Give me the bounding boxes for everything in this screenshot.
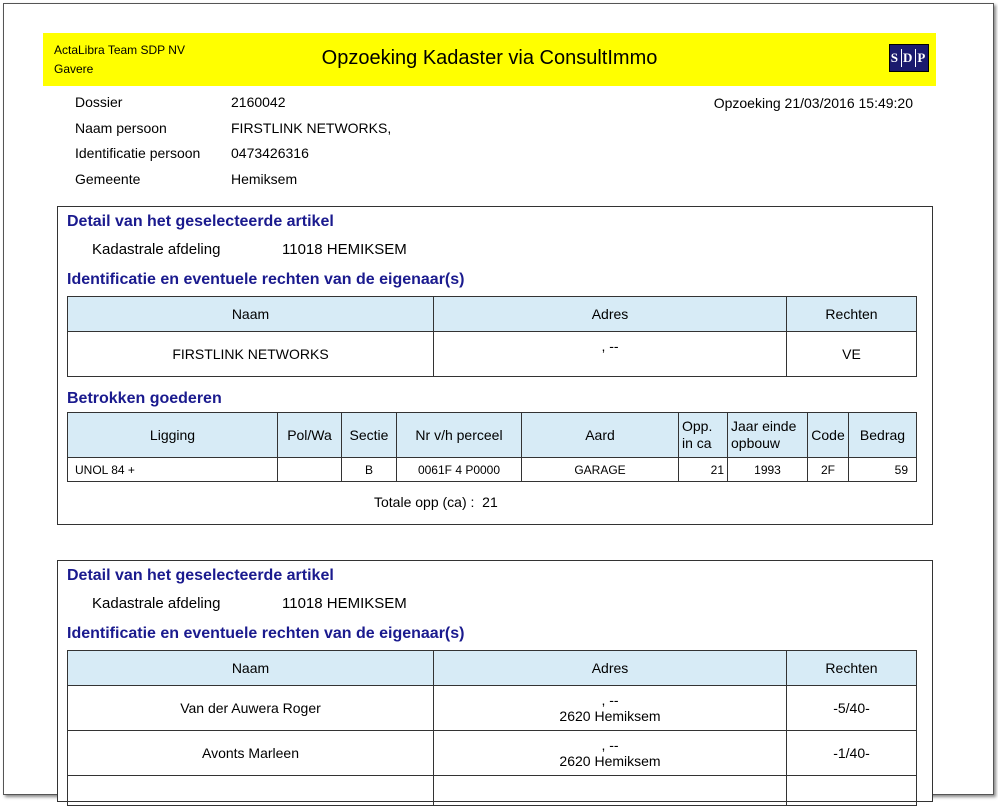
col-opp: [679, 413, 728, 458]
article-box-1: [57, 206, 933, 525]
gemeente-label: Gemeente: [75, 171, 141, 187]
report-header: [43, 33, 936, 86]
logo-letter-p: P: [917, 50, 928, 65]
table-row: [68, 458, 917, 482]
owner-rechten: VE: [787, 332, 917, 377]
goods-opp: 21: [679, 458, 728, 482]
logo-letter-d: D: [902, 50, 915, 65]
col-rechten: Rechten: [787, 297, 917, 332]
table-row: [68, 731, 917, 776]
dossier-value: 2160042: [231, 94, 286, 110]
owner-naam-empty: [68, 776, 434, 806]
col-opp-line2: in ca: [682, 435, 712, 451]
detail-title: Detail van het geselecteerde artikel: [67, 567, 334, 584]
table-row: [68, 686, 917, 731]
owner-adres-line1: , --: [601, 338, 619, 354]
goods-polwa: [278, 458, 342, 482]
naam-value: FIRSTLINK NETWORKS,: [231, 120, 392, 136]
opzoeking-timestamp: Opzoeking 21/03/2016 15:49:20: [713, 95, 913, 111]
goods-table: [67, 412, 917, 482]
col-ligging: Ligging: [68, 413, 278, 458]
col-naam: Naam: [68, 297, 434, 332]
goods-ligging: UNOL 84 +: [68, 458, 278, 482]
owners-header-row: [68, 297, 917, 332]
owners-title: Identificatie en eventuele rechten van de eigenaar(s): [67, 271, 465, 288]
col-bedrag: Bedrag: [849, 413, 917, 458]
naam-label: Naam persoon: [75, 120, 167, 136]
gemeente-value: Hemiksem: [231, 171, 298, 187]
owners-header-row: [68, 651, 917, 686]
owner-adres-line1: , --: [601, 692, 619, 708]
owner-naam: FIRSTLINK NETWORKS: [68, 332, 434, 377]
logo-letter-s: S: [890, 50, 900, 65]
col-sectie: Sectie: [342, 413, 397, 458]
goods-jaar: 1993: [728, 458, 808, 482]
owner-rechten: -1/40-: [787, 731, 917, 776]
article-box-2: [57, 560, 933, 802]
col-adres: Adres: [434, 651, 787, 686]
table-row: [68, 332, 917, 377]
sdp-logo: [889, 44, 929, 72]
owner-rechten: -5/40-: [787, 686, 917, 731]
owner-adres: [434, 686, 787, 731]
company-line-1: ActaLibra Team SDP NV: [54, 43, 185, 57]
afdeling-value: 11018 HEMIKSEM: [282, 595, 407, 612]
report-title: Opzoeking Kadaster via ConsultImmo: [321, 47, 658, 69]
dossier-label: Dossier: [75, 94, 123, 110]
total-label: Totale opp (ca) :: [374, 494, 475, 510]
identificatie-value: 0473426316: [231, 145, 309, 161]
col-jaar: [728, 413, 808, 458]
goods-title: Betrokken goederen: [67, 390, 222, 407]
col-adres: Adres: [434, 297, 787, 332]
col-jaar-line2: opbouw: [731, 435, 781, 451]
total-value: 21: [482, 494, 498, 510]
owner-adres-line1: , --: [601, 737, 619, 753]
owner-naam: Van der Auwera Roger: [68, 686, 434, 731]
afdeling-label: Kadastrale afdeling: [92, 595, 221, 612]
col-naam: Naam: [68, 651, 434, 686]
goods-aard: GARAGE: [522, 458, 679, 482]
col-jaar-line1: Jaar einde: [731, 418, 797, 434]
col-code: Code: [808, 413, 849, 458]
col-aard: Aard: [522, 413, 679, 458]
col-opp-line1: Opp.: [682, 418, 713, 434]
col-polwa: Pol/Wa: [278, 413, 342, 458]
col-nr: Nr v/h perceel: [397, 413, 522, 458]
goods-nr: 0061F 4 P0000: [397, 458, 522, 482]
goods-bedrag: 59: [849, 458, 917, 482]
owner-adres-line2: 2620 Hemiksem: [559, 753, 661, 769]
owner-rechten-empty: [787, 776, 917, 806]
owners-table: [67, 296, 917, 377]
owners-title: Identificatie en eventuele rechten van de eigenaar(s): [67, 625, 465, 642]
goods-code: 2F: [808, 458, 849, 482]
col-rechten: Rechten: [787, 651, 917, 686]
afdeling-value: 11018 HEMIKSEM: [282, 241, 407, 258]
table-row: [68, 776, 917, 806]
goods-sectie: B: [342, 458, 397, 482]
owner-adres-line2: 2620 Hemiksem: [559, 708, 661, 724]
afdeling-label: Kadastrale afdeling: [92, 241, 221, 258]
owner-adres: [434, 332, 787, 377]
goods-header-row: [68, 413, 917, 458]
owner-adres: [434, 731, 787, 776]
identificatie-label: Identificatie persoon: [75, 145, 201, 161]
company-line-2: Gavere: [54, 62, 94, 76]
owner-adres-empty: [434, 776, 787, 806]
owner-naam: Avonts Marleen: [68, 731, 434, 776]
detail-title: Detail van het geselecteerde artikel: [67, 213, 334, 230]
total-area: [374, 494, 498, 510]
